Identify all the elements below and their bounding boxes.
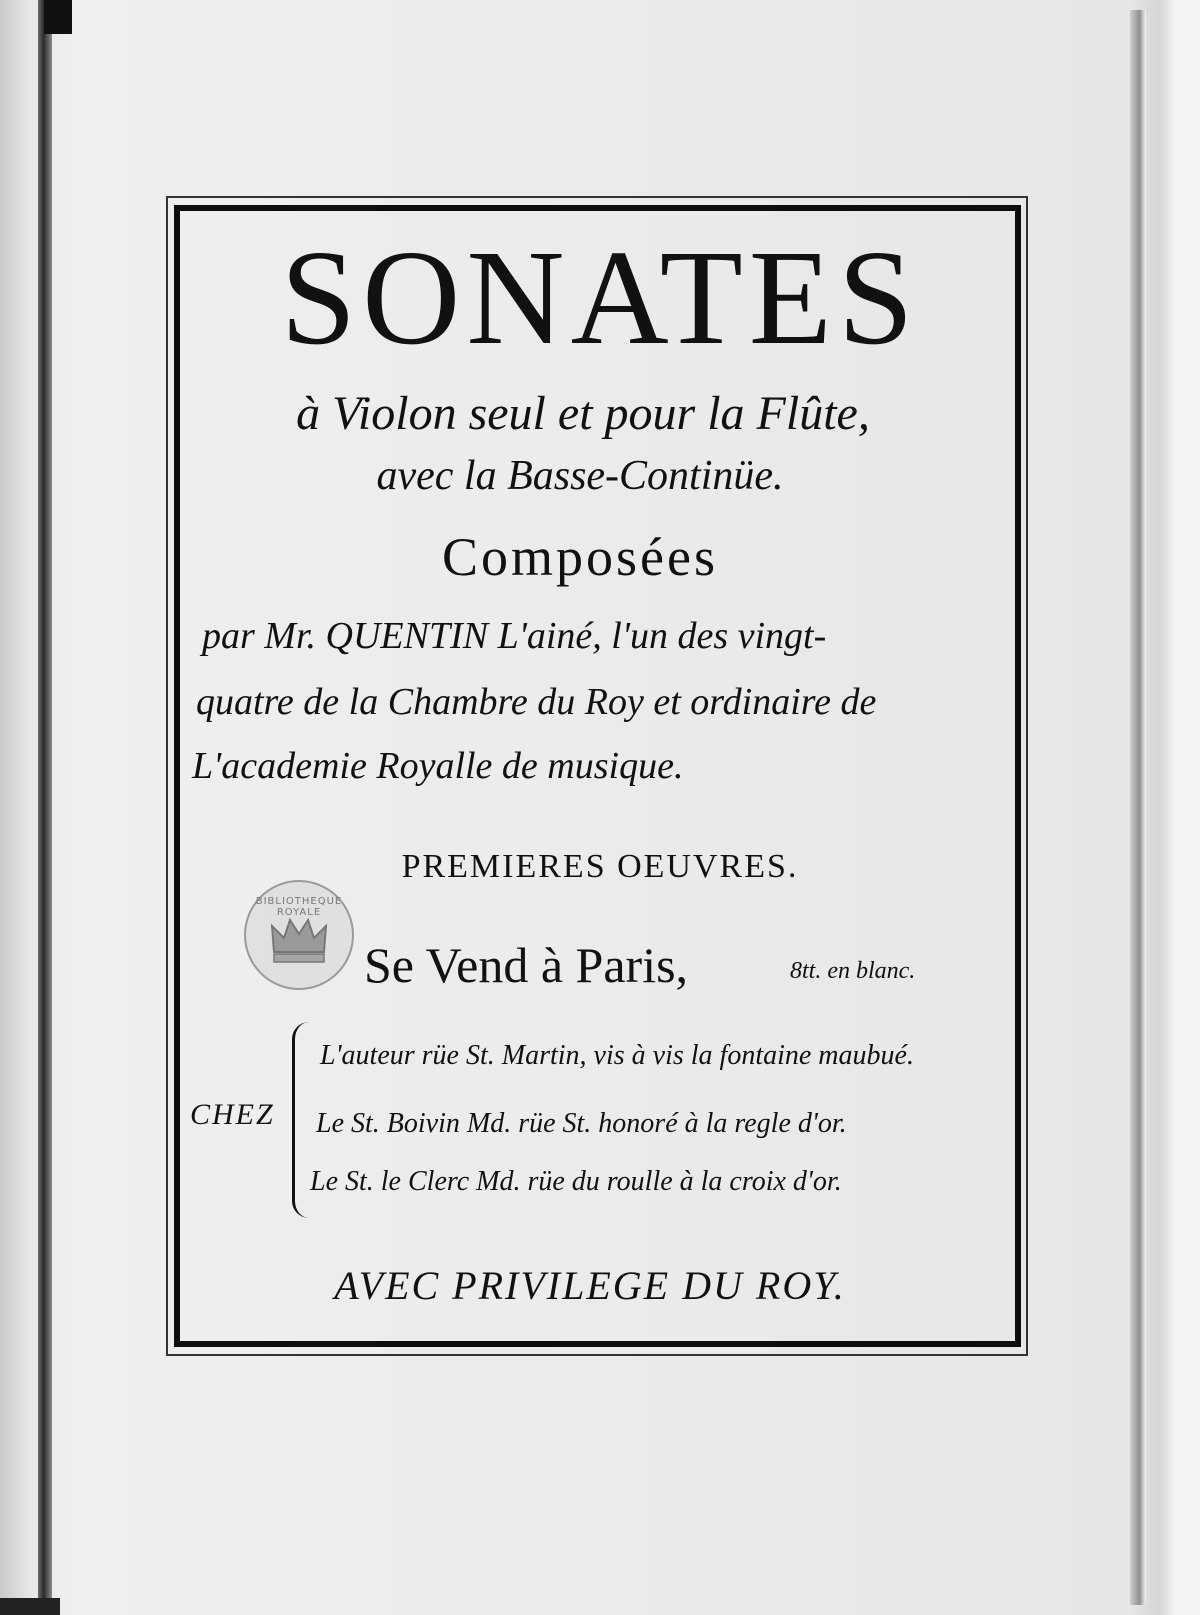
binding-mark-top (44, 0, 72, 34)
binding-mark-bottom (0, 1598, 60, 1615)
page-edge (1130, 10, 1146, 1605)
privilege-notice: AVEC PRIVILEGE DU ROY. (334, 1263, 846, 1308)
composed-heading: Composées (442, 527, 718, 587)
author-line-2: quatre de la Chambre du Roy et ordinaire de (196, 681, 877, 723)
address-boivin: Le St. Boivin Md. rüe St. honoré à la regle d'or. (316, 1108, 847, 1139)
price: 8tt. en blanc. (790, 958, 916, 984)
stamp-text: BIBLIOTHEQUE ROYALE (255, 896, 343, 918)
library-stamp (244, 880, 354, 990)
crown-icon (268, 912, 330, 968)
author-line-3: L'academie Royalle de musique. (192, 745, 684, 787)
address-author: L'auteur rüe St. Martin, vis à vis la fontaine maubué. (320, 1040, 914, 1071)
subtitle-line-2: avec la Basse-Continüe. (376, 453, 784, 499)
title: SONATES (280, 223, 920, 373)
work-number: PREMIERES OEUVRES. (401, 848, 799, 885)
sale-notice: Se Vend à Paris, (364, 937, 689, 993)
address-le-clerc: Le St. le Clerc Md. rüe du roulle à la croix d'or. (310, 1166, 842, 1197)
brace (292, 1022, 309, 1218)
subtitle-line-1: à Violon seul et pour la Flûte, (296, 387, 870, 440)
chez-label: CHEZ (190, 1098, 275, 1131)
book-gutter (38, 0, 52, 1615)
author-line-1: par Mr. QUENTIN L'ainé, l'un des vingt- (202, 615, 827, 657)
